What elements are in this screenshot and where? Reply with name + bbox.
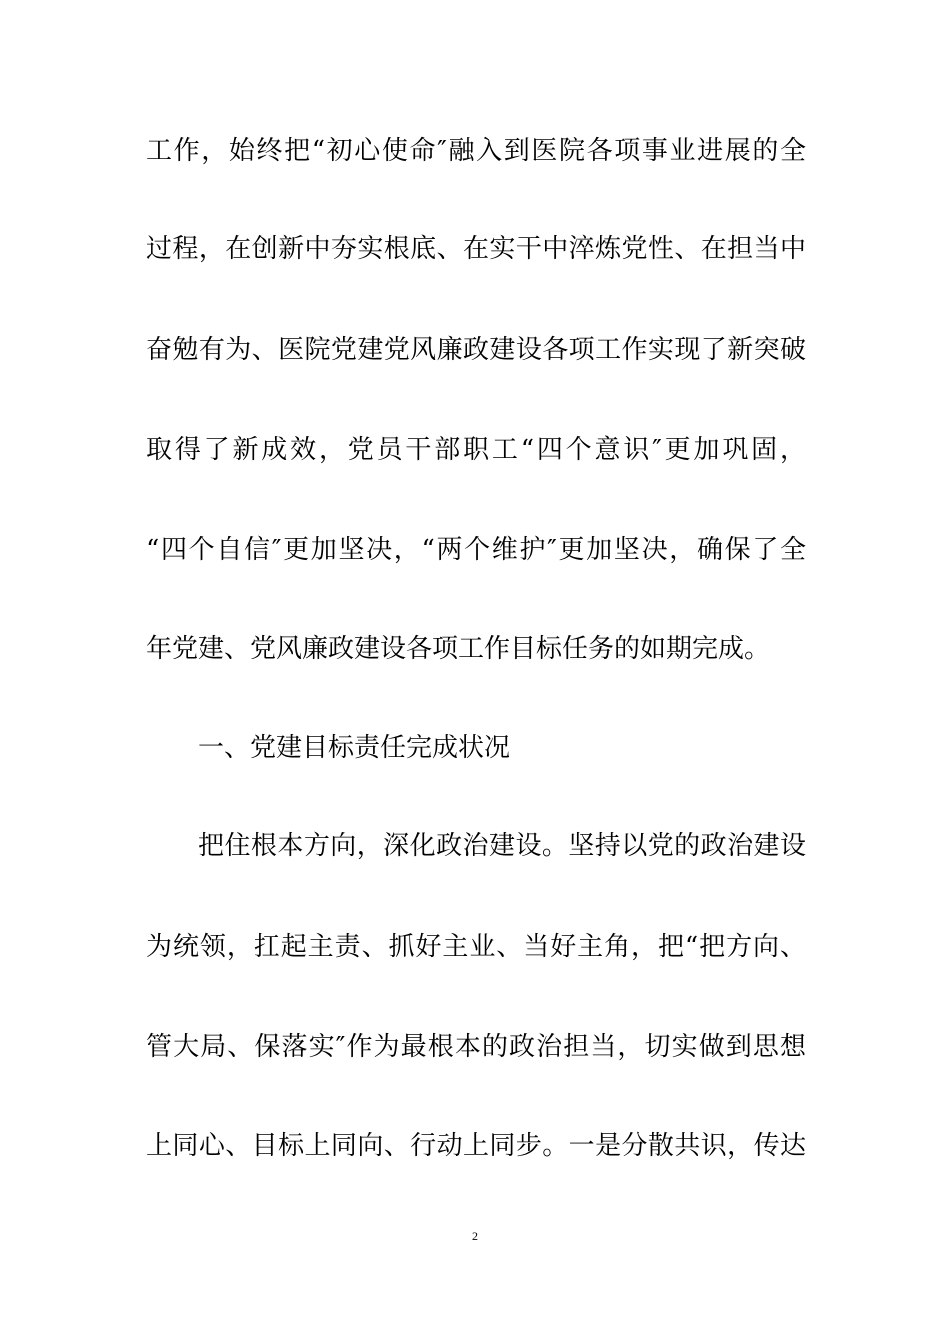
- page-number: 2: [472, 1229, 478, 1243]
- body-text-line: 过程，在创新中夯实根底、在实干中淬炼党性、在担当中: [146, 234, 806, 264]
- body-text-line: 为统领，扛起主责、抓好主业、当好主角，把“把方向、: [146, 932, 806, 962]
- body-text-line: 取得了新成效，党员干部职工“四个意识″更加巩固，: [146, 435, 806, 465]
- section-heading: 一、党建目标责任完成状况: [198, 733, 511, 763]
- body-text-line: “四个自信″更加坚决，“两个维护″更加坚决，确保了全: [146, 535, 806, 565]
- body-text-line: 把住根本方向，深化政治建设。坚持以党的政治建设: [198, 831, 806, 861]
- body-text-line: 奋勉有为、医院党建党风廉政建设各项工作实现了新突破: [146, 335, 806, 365]
- body-text-line: 工作，始终把“初心使命″融入到医院各项事业进展的全: [146, 136, 806, 166]
- body-text-line: 年党建、党风廉政建设各项工作目标任务的如期完成。: [146, 634, 771, 664]
- body-text-line: 管大局、保落实″作为最根本的政治担当，切实做到思想: [146, 1032, 806, 1062]
- body-text-line: 上同心、目标上同向、行动上同步。一是分散共识，传达: [146, 1131, 806, 1161]
